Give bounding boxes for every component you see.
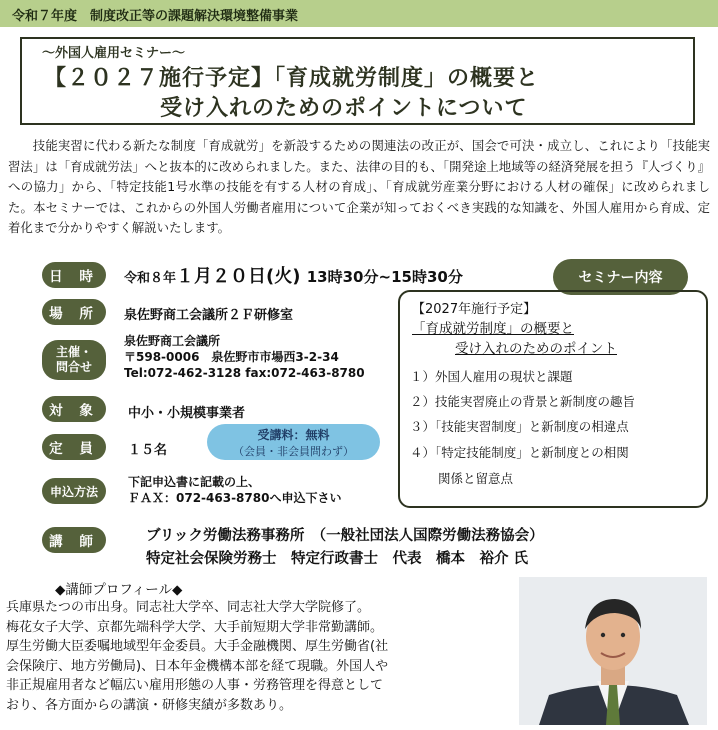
date-label: 日 時: [42, 262, 106, 288]
profile-line: 会保険庁、地方労働局)、日本年金機構本部を経て現職。外国人や: [6, 658, 389, 674]
host-label-line2: 問合せ: [55, 360, 92, 374]
seminar-item: ３）「技能実習制度」と新制度の相違点: [410, 419, 629, 434]
target-value: 中小・小規模事業者: [128, 406, 246, 421]
seminar-content-pill: セミナー内容: [553, 259, 688, 295]
seminar-subtitle: ～外国人雇用セミナー～: [42, 46, 186, 61]
lecturer-label: 講 師: [42, 527, 106, 553]
profile-line: 兵庫県たつの市出身。同志社大学卒、同志社大学大学院修了。: [6, 600, 371, 615]
place-value: 泉佐野商工会議所２Ｆ研修室: [124, 308, 294, 323]
event-date: [124, 262, 463, 288]
target-label: 対 象: [42, 396, 106, 422]
seminar-subheading-1: 「育成就労制度」の概要と: [412, 321, 574, 337]
lecturer-name: 特定社会保険労務士 特定行政書士 代表 橋本 裕介 氏: [146, 551, 529, 567]
fee-badge: [207, 424, 380, 460]
lecturer-office: ブリック労働法務事務所 （一般社団法人国際労働法務協会）: [146, 528, 544, 544]
profile-line: 梅花女子大学、京都先端科学大学、大手前短期大学非常勤講師。: [6, 619, 384, 635]
seminar-item: ４）「特定技能制度」と新制度との相関: [410, 445, 629, 460]
fee-text: 受講料：無料: [257, 427, 330, 442]
date-era: 令和８年: [124, 271, 177, 286]
date-month-day: １月２０日: [176, 266, 267, 287]
intro-paragraph: [8, 136, 710, 239]
title-line-1: 【２０２７施行予定】「育成就労制度」の概要と: [44, 66, 540, 91]
seminar-item: １）外国人雇用の現状と課題: [410, 369, 573, 384]
profile-line: おり、各方面からの講演・研修実績が多数あり。: [6, 697, 293, 713]
apply-label: 申込方法: [42, 478, 106, 504]
header-band-text: 令和７年度 制度改正等の課題解決環境整備事業: [12, 9, 299, 24]
intro-text: 技能実習に代わる新たな制度「育成就労」を新設するための関連法の改正が、国会で可決・成立し、これにより「技能実習法」は「育成就労法」へと抜本的に改められました。また、法律の目的も、「開発途上地域等の経済発展を担う『人づくり』への協力」から、「特定技能1号水準の技能を有する人材の育成」、「育成就労産業分野における人材の確保」に改められました。本セミナーでは、これからの外国人労働者雇用について企業が知っておくべき実践的な知識を、外国人雇用から育成、定着化まで分かりやすく解説いたします。: [8, 138, 710, 235]
profile-title: ◆講師プロフィール◆: [55, 582, 183, 598]
host-label-line1: 主催・: [55, 345, 92, 359]
header-band: [0, 0, 718, 27]
profile-line: 非正規雇用者など幅広い雇用形態の人事・労務管理を得意として: [6, 678, 384, 693]
host-contact: Tel:072-462-3128 fax:072-463-8780: [124, 366, 365, 380]
profile-text: [6, 598, 526, 715]
host-info: [124, 333, 365, 381]
apply-fax: ＦＡＸ：072-463-8780へ申込下さい: [128, 491, 342, 505]
date-time: 13時30分~15時30分: [306, 268, 463, 286]
host-address: 〒598-0006 泉佐野市市場西3-2-34: [124, 350, 339, 364]
seminar-item: 関係と留意点: [438, 471, 514, 486]
seminar-subheading-2: 受け入れのためのポイント: [455, 341, 617, 357]
date-weekday: (火): [266, 266, 301, 287]
lecturer-photo: [519, 577, 707, 725]
host-name: 泉佐野商工会議所: [124, 334, 221, 348]
seminar-item: ２）技能実習廃止の背景と新制度の趣旨: [410, 394, 636, 409]
apply-method: [128, 474, 341, 506]
seminar-heading: 【2027年施行予定】: [412, 302, 537, 317]
profile-line: 厚生労働大臣委嘱地域型年金委員。大手金融機関、厚生労働省(社: [6, 639, 389, 654]
place-label: 場 所: [42, 299, 106, 325]
capacity-label: 定 員: [42, 434, 106, 460]
apply-line-1: 下記申込書に記載の上、: [128, 475, 261, 489]
fee-note: （会員・非会員問わず）: [233, 444, 354, 458]
capacity-value: １５名: [128, 443, 168, 458]
title-line-2: 受け入れのためのポイントについて: [160, 96, 528, 121]
host-label: [42, 340, 106, 380]
